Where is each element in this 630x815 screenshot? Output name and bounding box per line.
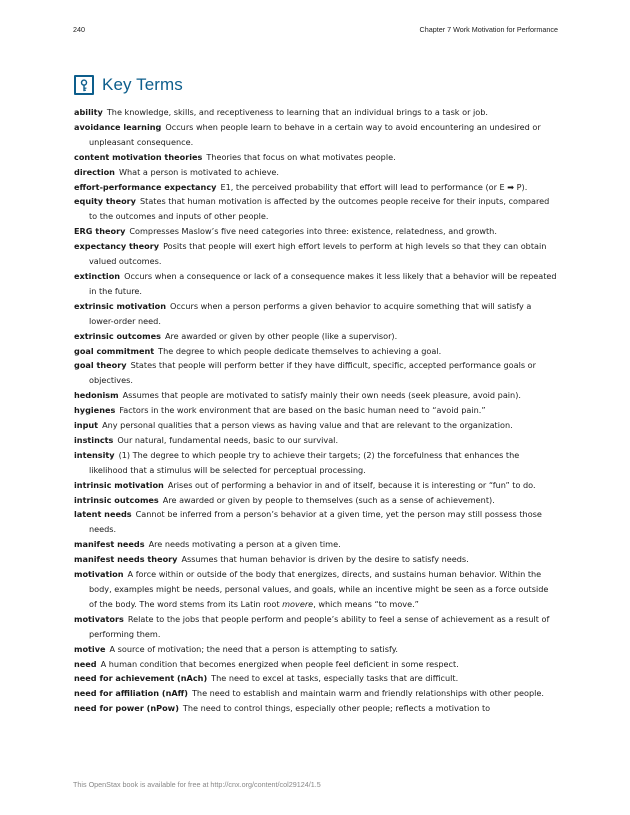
glossary-entry [74,642,558,657]
glossary-definition: Any personal qualities that a person views as having value and that are relevant to the organization. [102,420,513,431]
glossary-entry [74,507,558,537]
glossary-definition: (1) The degree to which people try to achieve their targets; (2) the forcefulness that enhances the likelihood that a stimulus will be selected for perceptual processing. [89,449,520,475]
glossary-term: intensity [74,449,115,460]
glossary-definition: A force within or outside of the body that energizes, directs, and sustains human behavior. Within the body, examples might be needs, personal values, and goals, while an incentive might be seen as a force outside of the body. The word stems from its Latin root movere, which means “to move.” [89,569,549,609]
glossary-definition: What a person is motivated to achieve. [118,166,280,177]
glossary-definition: Assumes that human behavior is driven by the desire to satisfy needs. [181,554,469,565]
glossary-entry [74,657,558,672]
glossary-definition: Relate to the jobs that people perform and people’s ability to feel a sense of achievement as a result of performing them. [89,613,550,639]
glossary-term: need for affiliation (nAff) [74,688,188,699]
glossary-entry [74,567,558,612]
glossary-definition: Posits that people will exert high effort levels to perform at high levels so that they can obtain valued outcomes. [89,241,547,267]
glossary-entry [74,478,558,493]
glossary-entry [74,612,558,642]
glossary-entry [74,701,558,716]
glossary-definition: States that people will perform better if they have difficult, specific, accepted performance goals or objectives. [89,360,536,386]
key-icon [74,75,94,95]
glossary-term: direction [74,166,115,177]
glossary-definition: Assumes that people are motivated to satisfy mainly their own needs (seek pleasure, avoid pain). [122,390,521,401]
glossary-term: input [74,420,99,431]
glossary-entry [74,269,558,299]
glossary-definition: The need to excel at tasks, especially tasks that are difficult. [211,673,459,684]
glossary-definition: Occurs when a consequence or lack of a consequence makes it less likely that a behavior will be repeated in the future. [89,270,557,296]
glossary-term: hygienes [74,405,116,416]
glossary-entry [74,433,558,448]
glossary-entry [74,418,558,433]
glossary-entry [74,299,558,329]
glossary-term: manifest needs theory [74,554,178,565]
glossary-term: extrinsic outcomes [74,330,161,341]
glossary-definition: Factors in the work environment that are based on the basic human need to “avoid pain.” [119,405,486,416]
glossary-term: extrinsic motivation [74,300,167,311]
page-footer: This OpenStax book is available for free at http://cnx.org/content/col29124/1.5 [73,780,321,789]
glossary-entry [74,388,558,403]
glossary-term: ability [74,107,103,117]
glossary-entry [74,165,558,180]
glossary-entry [74,329,558,344]
glossary-entry [74,239,558,269]
glossary-definition: Compresses Maslow’s five need categories into three: existence, relatedness, and growth. [129,226,497,237]
glossary-term: hedonism [74,390,119,401]
page-number: 240 [73,25,85,34]
glossary-definition: The degree to which people dedicate themselves to achieving a goal. [158,345,442,356]
glossary-entry [74,344,558,359]
key-terms-list [74,105,558,716]
glossary-definition: Are needs motivating a person at a given time. [148,539,341,550]
glossary-term: extinction [74,270,121,281]
chapter-title: Chapter 7 Work Motivation for Performance [419,25,558,34]
glossary-definition: The need to establish and maintain warm and friendly relationships with other people. [191,688,544,699]
glossary-term: latent needs [74,509,132,520]
glossary-term: motive [74,643,106,654]
glossary-term: instincts [74,434,114,445]
glossary-term: effort-performance expectancy [74,181,217,192]
glossary-entry [74,686,558,701]
section-heading [74,70,183,100]
glossary-term: ERG theory [74,226,126,237]
section-title: Key Terms [102,75,183,94]
glossary-entry [74,358,558,388]
glossary-definition: The need to control things, especially other people; reflects a motivation to [182,703,491,714]
glossary-definition: Occurs when a person performs a given behavior to acquire something that will satisfy a lower-order need. [89,300,532,326]
glossary-definition: E1, the perceived probability that effort will lead to performance (or E ➡ P). [220,181,528,192]
glossary-term: intrinsic outcomes [74,494,159,505]
glossary-entry [74,180,558,195]
glossary-term: motivation [74,569,124,580]
glossary-definition: Our natural, fundamental needs, basic to our survival. [117,434,339,445]
glossary-entry [74,150,558,165]
glossary-term: need [74,658,97,669]
glossary-term: goal commitment [74,345,155,356]
glossary-definition: A source of motivation; the need that a person is attempting to satisfy. [109,643,398,654]
glossary-term: intrinsic motivation [74,479,164,490]
glossary-term: need for achievement (nAch) [74,673,208,684]
glossary-entry [74,448,558,478]
glossary-entry [74,194,558,224]
glossary-entry [74,105,558,120]
glossary-entry [74,224,558,239]
glossary-definition: Cannot be inferred from a person’s behavior at a given time, yet the person may still possess those needs. [89,509,542,535]
glossary-entry [74,552,558,567]
glossary-term: need for power (nPow) [74,703,179,714]
glossary-definition: Arises out of performing a behavior in and of itself, because it is interesting or “fun” to do. [167,479,536,490]
glossary-entry [74,120,558,150]
glossary-definition: States that human motivation is affected by the outcomes people receive for their inputs, compared to the outcomes and inputs of other people. [89,196,550,222]
glossary-term: motivators [74,613,124,624]
glossary-term: equity theory [74,196,136,207]
glossary-definition: Are awarded or given by people to themselves (such as a sense of achievement). [162,494,495,505]
glossary-term: goal theory [74,360,127,371]
glossary-term: content motivation theories [74,151,203,162]
glossary-term: avoidance learning [74,121,162,132]
glossary-definition: The knowledge, skills, and receptiveness to learning that an individual brings to a task or job. [106,107,488,117]
page-header [73,25,558,37]
glossary-definition: Theories that focus on what motivates people. [206,151,396,162]
glossary-definition: A human condition that becomes energized when people feel deficient in some respect. [100,658,459,669]
glossary-term: manifest needs [74,539,145,550]
glossary-definition: Are awarded or given by other people (like a supervisor). [164,330,398,341]
glossary-entry [74,403,558,418]
glossary-definition: Occurs when people learn to behave in a certain way to avoid encountering an undesired or unpleasant consequence. [89,121,541,147]
glossary-entry [74,537,558,552]
glossary-term: expectancy theory [74,241,160,252]
glossary-entry [74,493,558,508]
glossary-entry [74,671,558,686]
